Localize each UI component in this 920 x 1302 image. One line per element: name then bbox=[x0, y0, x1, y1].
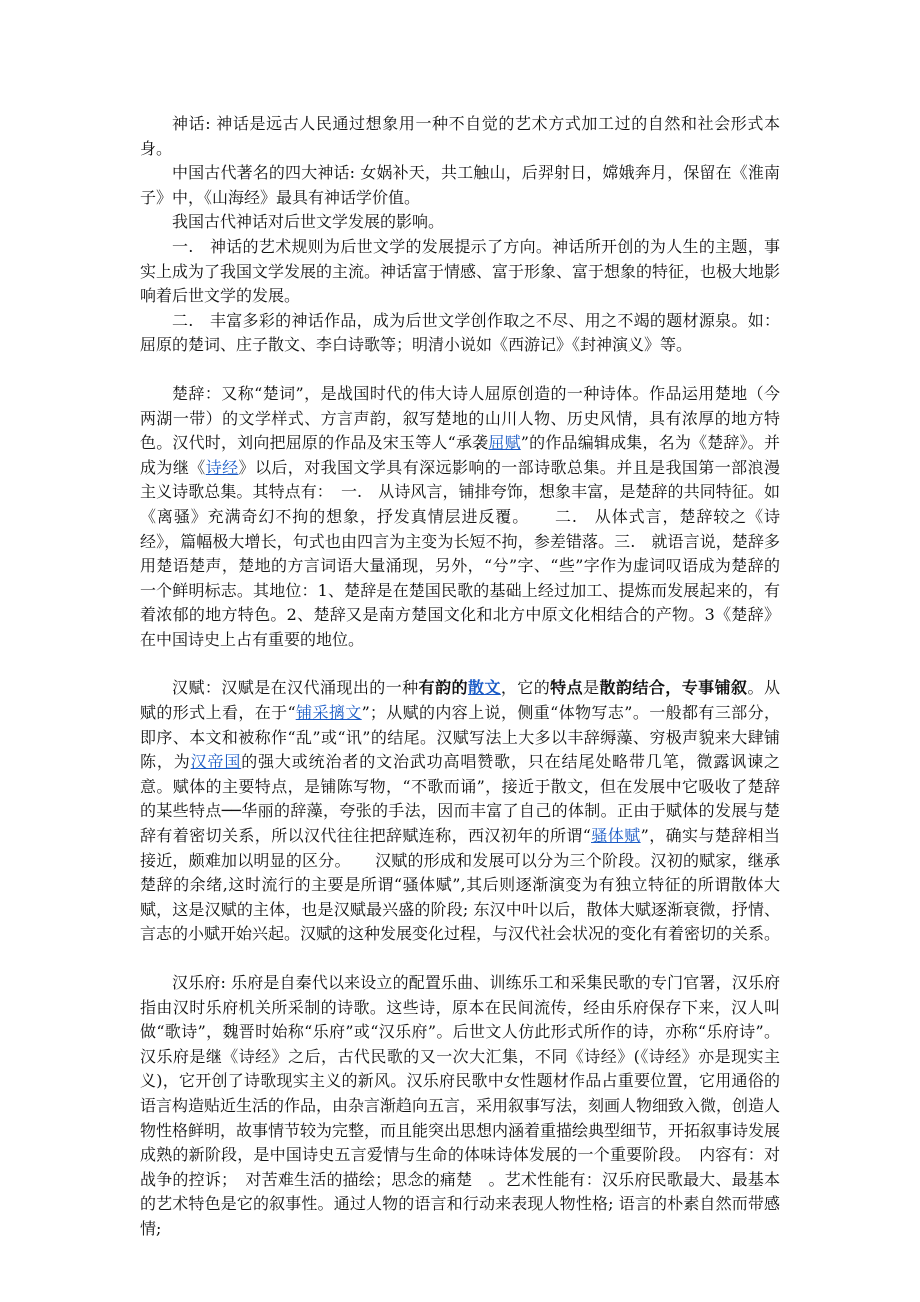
myth-influence-point-2: 二. 丰富多彩的神话作品，成为后世文学创作取之不尽、用之不竭的题材源泉。如：屈原的楚词、庄子散文、李白诗歌等；明清小说如《西游记》《封神演义》等。 bbox=[140, 310, 780, 355]
chuci-text-1: 楚辞：又称“楚词”，是战国时代的伟大诗人屈原创造的一种诗体。作品运用楚地（今两湖一带）的文学样式、方言声韵，叙写楚地的山川人物、历史风情，具有浓厚的地方特色。汉代时，刘向把屈原的作品及宋玉等人“承袭 bbox=[140, 383, 780, 453]
section-hanfu bbox=[140, 676, 780, 947]
section-chuci bbox=[140, 382, 780, 653]
hanfu-paragraph bbox=[140, 676, 780, 947]
document-body bbox=[140, 112, 780, 1242]
hanfu-text-3: 是 bbox=[583, 678, 600, 698]
hanfu-bold-rhymed: 有韵的 bbox=[418, 678, 468, 698]
yuefu-paragraph: 汉乐府: 乐府是自秦代以来设立的配置乐曲、训练乐工和采集民歌的专门官署，汉乐府指由汉时乐府机关所采制的诗歌。这些诗，原本在民间流传，经由乐府保存下来，汉人叫做“歌诗”，魏晋时始称“乐府”或“汉乐府”。后世文人仿此形式所作的诗，亦称“乐府诗”。汉乐府是继《诗经》之后，古代民歌的又一次大汇集，不同《诗经》(《诗经》亦是现实主义)，它开创了诗歌现实主义的新风。汉乐府民歌中女性题材作品占重要位置，它用通俗的语言构造贴近生活的作品，由杂言渐趋向五言，采用叙事写法，刻画人物细致入微，创造人物性格鲜明，故事情节较为完整，而且能突出思想内涵着重描绘典型细节，开拓叙事诗发展成熟的新阶段，是中国诗史五言爱情与生命的体味诗体发展的一个重要阶段。 内容有：对战争的控诉； 对苦难生活的描绘；思念的痛楚 。艺术性能有：汉乐府民歌最大、最基本的艺术特色是它的叙事性。通过人物的语言和行动来表现人物性格; 语言的朴素自然而带感情; bbox=[140, 973, 781, 1238]
hanfu-text-5: ”；从赋的内容上说，侧重“体物写志”。一般都有三部分，即序、本文和被称作“乱”或“讯”的结尾。汉赋写法上大多以丰辞缛藻、穷极声貌来大肆铺陈，为 bbox=[140, 703, 780, 772]
hanfu-bold-feature-desc: 散韵结合，专事铺叙 bbox=[599, 678, 748, 698]
hanfu-text-2: ，它的 bbox=[500, 678, 551, 698]
hanfu-text-1: 汉赋：汉赋是在汉代涌现出的一种 bbox=[172, 678, 419, 698]
link-sanwen[interactable]: 散文 bbox=[467, 678, 501, 698]
section-myth bbox=[140, 112, 780, 358]
myth-influence-heading: 我国古代神话对后世文学发展的影响。 bbox=[172, 212, 445, 232]
hanfu-bold-feature: 特点 bbox=[550, 678, 584, 698]
link-shijing[interactable]: 诗经 bbox=[205, 457, 239, 477]
myth-four-legends: 中国古代著名的四大神话: 女娲补天，共工触山，后羿射日，嫦娥奔月，保留在《淮南子》中，《山海经》最具有神话学价值。 bbox=[140, 163, 780, 207]
hanfu-text-7: ”，确实与楚辞相当接近，颇难加以明显的区分。 汉赋的形成和发展可以分为三个阶段。汉初的赋家，继承楚辞的余绪,这时流行的主要是所谓“骚体赋”,其后则逐渐演变为有独立特征的所谓散体大赋，这是汉赋的主体，也是汉赋最兴盛的阶段; 东汉中叶以后，散体大赋逐渐衰微，抒情、言志的小赋开始兴起。汉赋的这种发展变化过程，与汉代社会状况的变化有着密切的关系。 bbox=[140, 826, 781, 944]
myth-definition: 神话: 神话是远古人民通过想象用一种不自觉的艺术方式加工过的自然和社会形式本身。 bbox=[140, 114, 780, 158]
link-qu-fu[interactable]: 屈赋 bbox=[488, 433, 521, 453]
hanfu-text-6: 的强大或统治者的文治武功高唱赞歌，只在结尾处略带几笔，微露讽谏之意。赋体的主要特点，是铺陈写物，“不歌而诵”，接近于散文，但在发展中它吸收了楚辞的某些特点──华丽的辞藻，夸张的手法，因而丰富了自己的体制。正由于赋体的发展与楚辞有着密切关系，所以汉代往往把辞赋连称，西汉初年的所谓“ bbox=[140, 752, 780, 846]
chuci-text-3: 》以后，对我国文学具有深远影响的一部诗歌总集。并且是我国第一部浪漫主义诗歌总集。其特点有： 一. 从诗风言，铺排夸饰，想象丰富，是楚辞的共同特征。如《离骚》充满奇幻不拘的想象，抒发真情层进反覆。 二. 从体式言，楚辞较之《诗经》，篇幅极大增长，句式也由四言为主变为长短不拘，参差错落。三. 就语言说，楚辞多用楚语楚声，楚地的方言词语大量涌现，另外，“兮”字、“些”字作为虚词叹语成为楚辞的一个鲜明标志。其地位：1、楚辞是在楚国民歌的基础上经过加工、提炼而发展起来的，有着浓郁的地方特色。2、楚辞又是南方楚国文化和北方中原文化相结合的产物。3《楚辞》在中国诗史上占有重要的地位。 bbox=[140, 457, 780, 649]
section-yuefu bbox=[140, 971, 780, 1242]
link-pucai-chiwen[interactable]: 铺采摛文 bbox=[295, 703, 362, 723]
chuci-text-2: ”的作品编辑成集，名为《楚辞》。并成为继《 bbox=[140, 433, 780, 477]
hanfu-text-4: 。从赋的形式上看，在于“ bbox=[140, 678, 780, 723]
link-saoti-fu[interactable]: 骚体赋 bbox=[591, 826, 641, 846]
chuci-paragraph bbox=[140, 382, 780, 653]
link-han-empire[interactable]: 汉帝国 bbox=[190, 752, 242, 772]
myth-influence-point-1: 一. 神话的艺术规则为后世文学的发展提示了方向。神话所开创的为人生的主题，事实上成为了我国文学发展的主流。神话富于情感、富于形象、富于想象的特征，也极大地影响着后世文学的发展。 bbox=[140, 236, 781, 306]
